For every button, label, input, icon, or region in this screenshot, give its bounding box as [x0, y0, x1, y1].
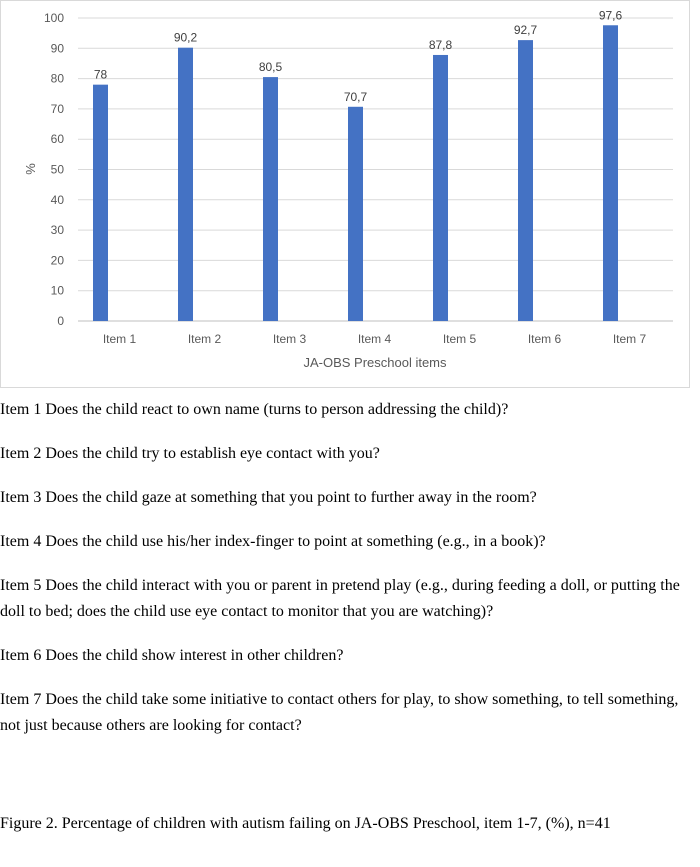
data-label-4: 70,7 — [343, 89, 368, 104]
bars — [93, 25, 618, 321]
x-tick-label-4: Item 4 — [357, 332, 392, 346]
bar-5 — [433, 55, 448, 321]
x-tick-label-3: Item 3 — [272, 332, 307, 346]
item-description-2: Item 2 Does the child try to establish eye contact with you? — [0, 445, 380, 462]
figure-caption: Figure 2. Percentage of children with autism failing on JA-OBS Preschool, item 1-7, (%), n=41 — [0, 815, 611, 832]
data-label-1: 78 — [93, 67, 108, 82]
bar-2 — [178, 48, 193, 321]
item-description-7: Item 7 Does the child take some initiative to contact others for play, to show something, to tell something, not just because others are looking for contact? — [0, 691, 679, 734]
item-list — [0, 397, 700, 423]
y-tick-label: 30 — [50, 223, 64, 238]
bar-chart — [1, 1, 689, 387]
item-description-1: Item 1 Does the child react to own name (turns to person addressing the child)? — [0, 401, 509, 418]
data-label-6: 92,7 — [513, 23, 538, 38]
y-tick-label: 0 — [57, 314, 64, 328]
y-tick-label: 90 — [50, 41, 64, 56]
item-list-4 — [0, 529, 700, 555]
bar-7 — [603, 25, 618, 321]
item-description-3: Item 3 Does the child gaze at something that you point to further away in the room? — [0, 489, 537, 506]
y-tick-label: 60 — [50, 132, 64, 147]
y-tick-label: 50 — [50, 162, 64, 177]
item-description-5: Item 5 Does the child interact with you or parent in pretend play (e.g., during feeding a doll, or putting the doll to bed; does the child use eye contact to monitor that you are watching)? — [0, 577, 680, 620]
data-label-3: 80,5 — [258, 60, 283, 75]
bar-6 — [518, 40, 533, 321]
item-list-7 — [0, 687, 700, 739]
item-list-2 — [0, 441, 700, 467]
y-tick-label: 70 — [50, 101, 64, 116]
x-tick-label-2: Item 2 — [187, 332, 222, 346]
bar-1 — [93, 85, 108, 321]
item-list-6 — [0, 643, 700, 669]
x-tick-labels — [103, 332, 647, 346]
item-description-4: Item 4 Does the child use his/her index-finger to point at something (e.g., in a book)? — [0, 533, 546, 550]
y-axis-title: % — [23, 163, 38, 175]
bar-4 — [348, 107, 363, 321]
y-tick-labels — [44, 11, 64, 328]
gridlines — [78, 18, 673, 321]
x-tick-label-7: Item 7 — [612, 332, 647, 346]
data-label-7: 97,6 — [598, 8, 623, 23]
figure-caption-block — [0, 811, 700, 837]
data-label-2: 90,2 — [173, 30, 198, 45]
item-list-3 — [0, 485, 700, 511]
item-description-6: Item 6 Does the child show interest in other children? — [0, 647, 344, 664]
y-tick-label: 40 — [50, 192, 64, 207]
item-list-5 — [0, 573, 700, 625]
x-tick-label-5: Item 5 — [442, 332, 477, 346]
y-tick-label: 20 — [50, 253, 64, 268]
x-tick-label-1: Item 1 — [102, 332, 137, 346]
bar-3 — [263, 77, 278, 321]
y-tick-label: 80 — [50, 71, 64, 86]
data-label-5: 87,8 — [428, 37, 453, 52]
data-labels — [94, 8, 623, 104]
x-tick-label-6: Item 6 — [527, 332, 562, 346]
chart-frame — [0, 0, 690, 388]
x-axis-title: JA-OBS Preschool items — [303, 355, 447, 370]
y-tick-label: 100 — [43, 11, 64, 25]
y-tick-label: 10 — [50, 283, 64, 298]
